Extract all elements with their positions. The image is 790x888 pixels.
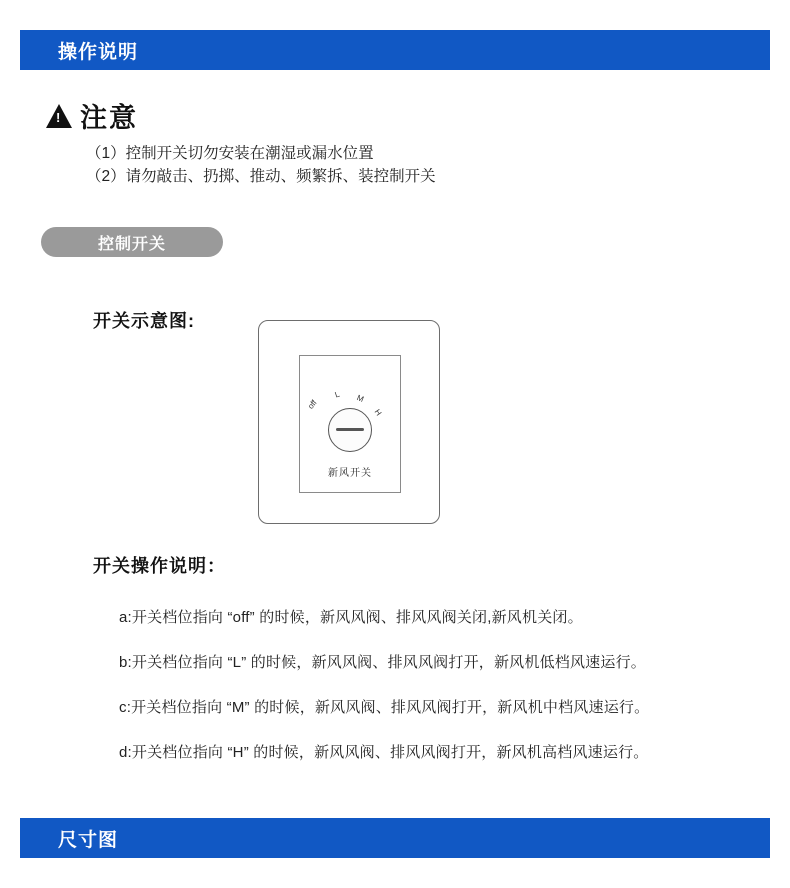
knob-caption: 新风开关 xyxy=(328,468,372,479)
caution-list xyxy=(86,142,436,188)
section-header-title: 操作说明 xyxy=(58,41,139,63)
operation-line: c:开关档位指向 “M” 的时候，新风风阀、排风风阀打开，新风机中档风速运行。 xyxy=(119,699,650,716)
caution-list-item: （2）请勿敲击、扔掷、推动、频繁拆、装控制开关 xyxy=(86,168,436,185)
section-header-title: 尺寸图 xyxy=(58,829,119,851)
section-header-dimension-drawing xyxy=(20,818,770,858)
switch-operation-heading: 开关操作说明： xyxy=(93,556,226,576)
switch-faceplate-diagram xyxy=(258,320,440,524)
control-switch-pill-label: 控制开关 xyxy=(97,235,166,253)
knob-tick-l: L xyxy=(333,389,341,400)
knob-tick-h: H xyxy=(372,407,384,418)
caution-heading xyxy=(46,96,138,135)
knob-tick-m: M xyxy=(355,393,366,404)
switch-diagram-heading: 开关示意图: xyxy=(93,311,195,331)
operation-line: b:开关档位指向 “L” 的时候，新风风阀、排风风阀打开，新风机低档风速运行。 xyxy=(119,654,646,671)
knob-slot-indicator xyxy=(336,428,364,431)
switch-inner-panel xyxy=(299,355,401,493)
knob-tick-off: off xyxy=(306,398,319,411)
caution-list-item: （1）控制开关切勿安装在潮湿或漏水位置 xyxy=(86,145,374,162)
caution-title: 注意 xyxy=(80,103,138,133)
rotary-knob-icon xyxy=(328,408,372,452)
operation-line: a:开关档位指向 “off” 的时候，新风风阀、排风风阀关闭,新风机关闭。 xyxy=(119,609,583,626)
operation-line: d:开关档位指向 “H” 的时候，新风风阀、排风风阀打开，新风机高档风速运行。 xyxy=(119,744,649,761)
control-switch-pill xyxy=(41,227,223,257)
warning-triangle-icon xyxy=(46,104,72,128)
section-header-operation-instructions xyxy=(20,30,770,70)
